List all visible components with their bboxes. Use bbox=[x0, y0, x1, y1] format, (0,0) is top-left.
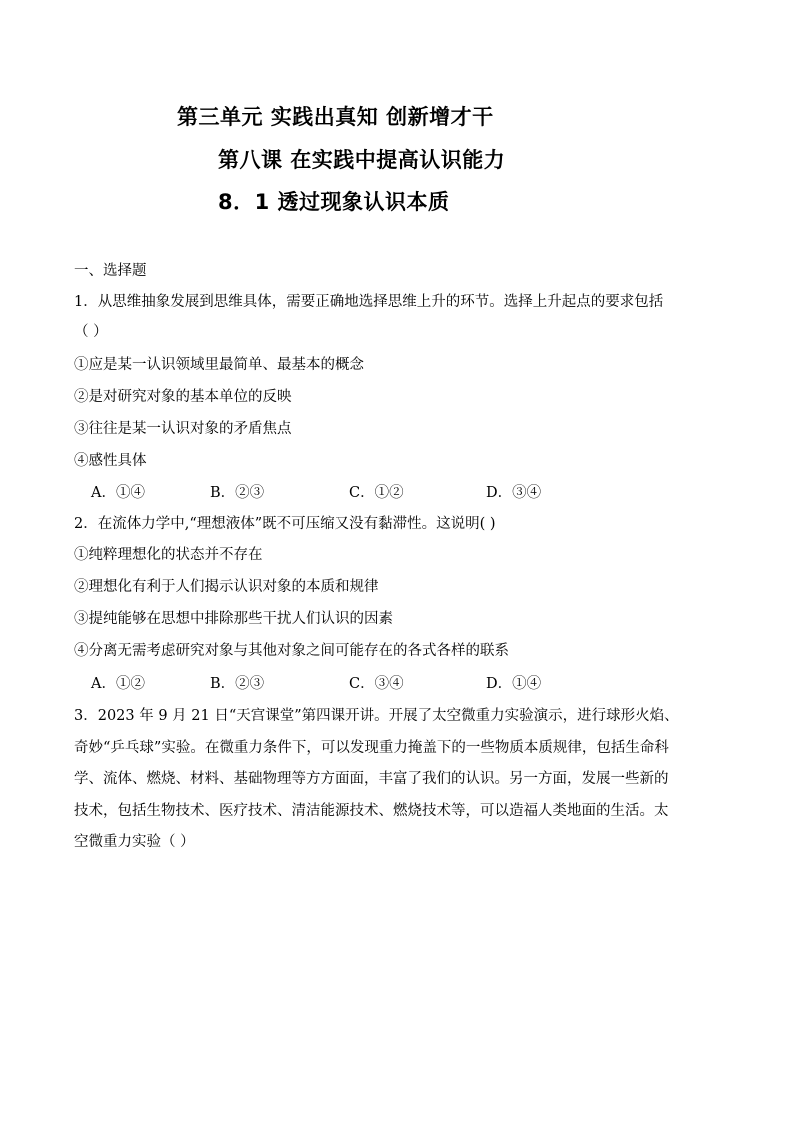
question-3-stem-line-1: 3．2023 年 9 月 21 日“天宫课堂”第四课开讲。开展了太空微重力实验演示，进行球形火焰、 bbox=[74, 708, 679, 724]
question-2-stem-line-1: 2．在流体力学中,“理想液体”既不可压缩又没有黏滞性。这说明( ) bbox=[74, 516, 496, 532]
question-2-option-c: C．③④ bbox=[349, 676, 404, 692]
question-2-statement-3: ③提纯能够在思想中排除那些干扰人们认识的因素 bbox=[74, 611, 393, 627]
question-1-option-d: D．③④ bbox=[486, 485, 542, 501]
question-2-option-d: D．①④ bbox=[486, 676, 542, 692]
question-1-option-b: B．②③ bbox=[210, 485, 265, 501]
section-title: 8．1 透过现象认识本质 bbox=[218, 190, 450, 214]
lesson-title: 第八课 在实践中提高认识能力 bbox=[218, 148, 506, 172]
question-1-statement-3: ③往往是某一认识对象的矛盾焦点 bbox=[74, 421, 292, 437]
question-1-stem-line-2: （ ） bbox=[74, 324, 108, 340]
question-2-statement-2: ②理想化有利于人们揭示认识对象的本质和规律 bbox=[74, 579, 379, 595]
unit-title: 第三单元 实践出真知 创新增才干 bbox=[177, 105, 494, 129]
question-3-stem-line-2: 奇妙“乒乓球”实验。在微重力条件下，可以发现重力掩盖下的一些物质本质规律，包括生命科 bbox=[74, 740, 669, 756]
question-2-option-a: A．①② bbox=[91, 676, 145, 692]
question-2-option-b: B．②③ bbox=[210, 676, 265, 692]
question-2-statement-1: ①纯粹理想化的状态并不存在 bbox=[74, 547, 263, 563]
question-2-statement-4: ④分离无需考虑研究对象与其他对象之间可能存在的各式各样的联系 bbox=[74, 643, 509, 659]
question-1-stem-line-1: 1．从思维抽象发展到思维具体，需要正确地选择思维上升的环节。选择上升起点的要求包括 bbox=[74, 294, 664, 310]
section-heading: 一、选择题 bbox=[74, 263, 147, 279]
question-3-stem-line-4: 技术，包括生物技术、医疗技术、清洁能源技术、燃烧技术等，可以造福人类地面的生活。太 bbox=[74, 803, 669, 819]
question-1-statement-4: ④感性具体 bbox=[74, 453, 147, 469]
question-1-option-c: C．①② bbox=[349, 485, 404, 501]
question-1-statement-1: ①应是某一认识领域里最简单、最基本的概念 bbox=[74, 357, 364, 373]
question-3-stem-line-3: 学、流体、燃烧、材料、基础物理等方方面面，丰富了我们的认识。另一方面，发展一些新的 bbox=[74, 771, 669, 787]
question-1-option-a: A．①④ bbox=[91, 485, 145, 501]
question-1-statement-2: ②是对研究对象的基本单位的反映 bbox=[74, 389, 292, 405]
question-3-stem-line-5: 空微重力实验（ ） bbox=[74, 834, 195, 850]
